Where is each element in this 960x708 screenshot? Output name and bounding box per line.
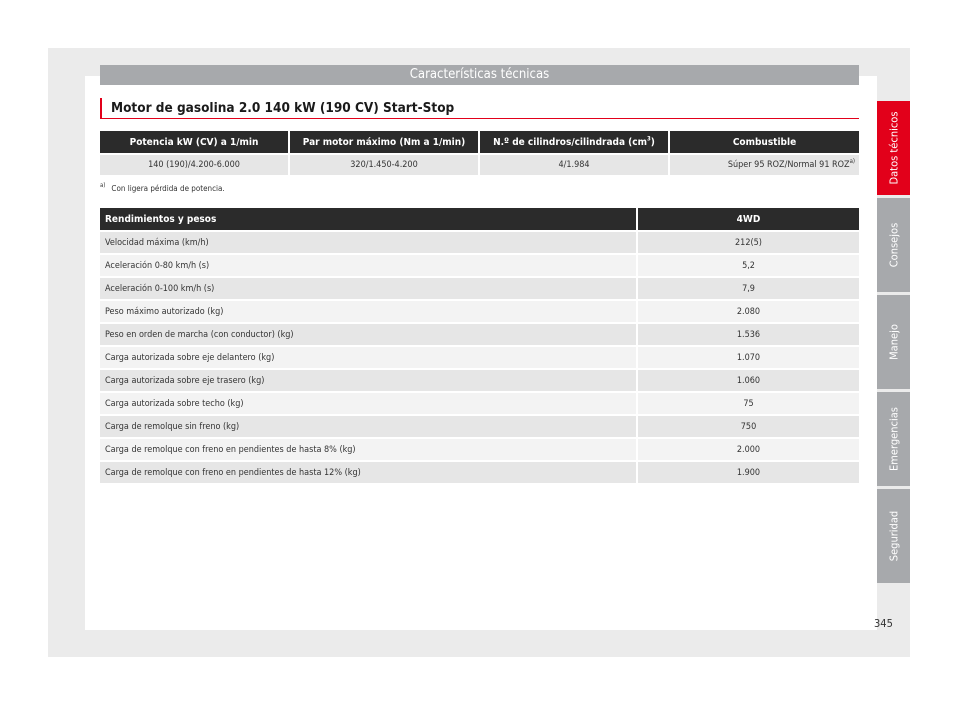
engine-table-row [100,153,859,175]
row-value: 2.000 [636,437,859,460]
row-value: 1.060 [636,368,859,391]
column-header-performance: Rendimientos y pesos [100,208,636,230]
tab-label: Datos técnicos [887,111,900,185]
row-label: Aceleración 0-80 km/h (s) [100,253,636,276]
row-value: 7,9 [636,276,859,299]
tab-label: Manejo [887,324,900,360]
engine-table-header [100,131,859,153]
column-header-torque: Par motor máximo (Nm a 1/min) [290,131,480,153]
row-value: 5,2 [636,253,859,276]
row-value: 1.536 [636,322,859,345]
tab-seguridad[interactable] [877,489,910,583]
perf-table-header [100,208,859,230]
column-header-cylinders [480,131,670,153]
table-row [100,253,859,276]
column-header-power: Potencia kW (CV) a 1/min [100,131,290,153]
row-label: Peso máximo autorizado (kg) [100,299,636,322]
table-row [100,230,859,253]
row-label: Carga autorizada sobre eje delantero (kg) [100,345,636,368]
tab-consejos[interactable] [877,198,910,292]
performance-weights-table [100,208,859,483]
table-row [100,437,859,460]
cubic-superscript: 3 [647,135,651,143]
section-title: Motor de gasolina 2.0 140 kW (190 CV) Start-Stop [100,98,859,119]
column-header-4wd: 4WD [636,208,859,230]
cell-fuel [670,153,859,175]
engine-table [100,131,859,175]
row-label: Carga autorizada sobre eje trasero (kg) [100,368,636,391]
row-label: Aceleración 0-100 km/h (s) [100,276,636,299]
fuel-text: Súper 95 ROZ/Normal 91 ROZ [727,160,850,170]
tab-label: Consejos [887,222,900,268]
tab-datos-tecnicos[interactable] [877,101,910,195]
row-value: 212(5) [636,230,859,253]
page-number: 345 [874,617,893,630]
tab-emergencias[interactable] [877,392,910,486]
table-row [100,299,859,322]
tab-manejo[interactable] [877,295,910,389]
table-row [100,460,859,483]
row-value: 2.080 [636,299,859,322]
table-row [100,345,859,368]
cylinders-header-text: N.º de cilindros/cilindrada (cm [493,136,647,148]
row-label: Carga autorizada sobre techo (kg) [100,391,636,414]
fuel-footnote-marker: a) [849,158,855,165]
row-value: 750 [636,414,859,437]
tab-label: Seguridad [887,510,900,562]
footnote [100,184,225,193]
footnote-marker: a) [100,182,106,190]
tab-label: Emergencias [887,407,900,471]
cylinders-header-close: ) [650,136,655,148]
row-label: Carga de remolque sin freno (kg) [100,414,636,437]
cell-torque: 320/1.450-4.200 [290,153,480,175]
row-label: Carga de remolque con freno en pendientes de hasta 8% (kg) [100,437,636,460]
row-label: Velocidad máxima (km/h) [100,230,636,253]
row-label: Carga de remolque con freno en pendientes de hasta 12% (kg) [100,460,636,483]
table-row [100,368,859,391]
column-header-fuel: Combustible [670,131,859,153]
row-value: 1.900 [636,460,859,483]
footnote-text: Con ligera pérdida de potencia. [111,184,225,193]
row-value: 75 [636,391,859,414]
chapter-header: Características técnicas [100,65,859,85]
row-value: 1.070 [636,345,859,368]
table-row [100,322,859,345]
row-label: Peso en orden de marcha (con conductor) (kg) [100,322,636,345]
table-row [100,276,859,299]
cell-cylinders: 4/1.984 [480,153,670,175]
table-row [100,391,859,414]
table-row [100,414,859,437]
cell-power: 140 (190)/4.200-6.000 [100,153,290,175]
